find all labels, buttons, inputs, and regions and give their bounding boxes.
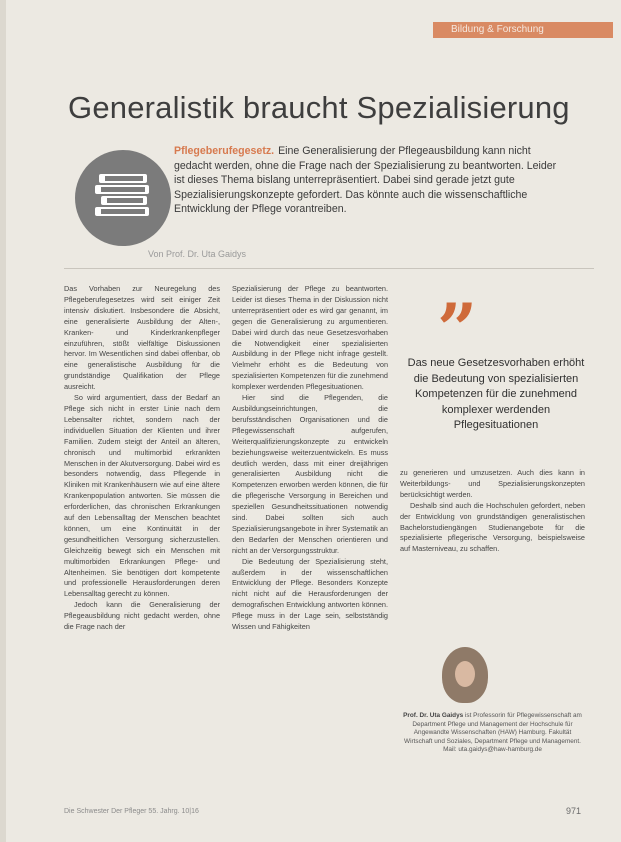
paragraph: Das Vorhaben zur Neuregelung des Pflegeberufegesetzes wird seit einiger Zeit intensiv diskutiert. Insbesondere die Absicht, eine generalisierte Ausbildung der Alten-, Kranken- und Kinderkrankenpfleger einzuführen, stößt vielfältige Diskussionen hervor. Im Wesentlichen sind dabei offenbar, ob eine generalistische Ausbildung für die grundständige Qualifikation der Pflege ausreicht. [64, 284, 220, 392]
pull-quote: Das neue Gesetzesvorhaben erhöht die Bedeutung von spezialisierten Kompetenzen für die zunehmend komplexer werdenden Pflegesituationen [407, 357, 585, 431]
article-intro [174, 144, 559, 217]
text-column-3 [400, 468, 585, 555]
author-bio [400, 712, 585, 755]
books-icon [75, 150, 171, 246]
intro-keyword: Pflegeberufegesetz. [174, 145, 275, 157]
quote-mark-icon: ” [437, 288, 478, 371]
byline: Von Prof. Dr. Uta Gaidys [148, 249, 247, 259]
bio-text: ist Professorin für Pflegewissenschaft am Department Pflege und Management der Hochschule für Angewandte Wissenschaften (HAW) Hamburg. Fakultät Wirtschaft und Soziales, Department Pflege und Management. Mail: uta.gaidys@haw-hamburg.de [404, 712, 582, 753]
paragraph: So wird argumentiert, dass der Bedarf an Pflege sich nicht in erster Linie nach dem Lebensalter richtet, sondern nach der individuellen Situation der Klienten und ihrer Familien. Zudem steigt der Anteil an älteren, chronisch und multimorbid erkrankten Menschen in der Akutversorgung. Dabei wird es besonders notwendig, dass Pflegende in Kliniken mit Krankenhäusern wie auf eine ältere Krankenpopulation antworten. Sie müssen die erforderlichen, das chronischen Erkrankungen auf den Lebensalltag der Menschen beachtet können, um eine Kontinuität in der gesundheitlichen Versorgung sicherzustellen. Gleichzeitig bewegt sich ein Menschen mit multimorbiden Erkrankungen Pflege- und Altenheimen. Sie benötigen dort kompetente und professionelle Herausforderungen deren Lebensalltag gerecht zu können. [64, 393, 220, 599]
footer-source: Die Schwester Der Pfleger 55. Jahrg. 10|16 [64, 808, 199, 815]
paragraph: Die Bedeutung der Spezialisierung steht, außerdem in der wissenschaftlichen Entwicklung der Pflege. Besonders Konzepte nicht nicht auf die Herausforderungen der demografischen Entwicklung antworten können. Pflege muss in der Lage sein, selbstständig Wissen und Fähigkeiten [232, 556, 388, 632]
paragraph: Hier sind die Pflegenden, die Ausbildungseinrichtungen, die berufsständischen Organisationen und die Pflegewissenschaft aufgerufen, Weiterqualifizierungskonzepte zu entwickeln beziehungsweise weiterzuentwickeln. Es muss deutlich werden, dass mit einer dreijährigen generalisierten Ausbildung nicht die Kompetenzen erworben werden können, die für die pflegerische Versorgung in Bereichen und speziellen Gesundheitssituationen notwendig sind. Dabei sollten sich auch Spezialisierungsangebote in ihrer Systematik an den Bedarfen der Menschen orientieren und nicht an der Versorgungsstruktur. [232, 393, 388, 555]
bio-name: Prof. Dr. Uta Gaidys [403, 712, 464, 719]
paragraph: Deshalb sind auch die Hochschulen gefordert, neben der Entwicklung von grundständigen generalistischen Bachelorstudiengängen Studienangebote für die spezialisierte pflegerische Versorgung, beispielsweise auf Masterniveau, zu schaffen. [400, 500, 585, 554]
section-label: Bildung & Forschung [433, 22, 613, 38]
paragraph: zu generieren und umzusetzen. Auch dies kann in Weiterbildungs- und Spezialisierungskonzepten berücksichtigt werden. [400, 468, 585, 499]
author-photo [442, 647, 488, 703]
article-title: Generalistik braucht Spezialisierung [68, 90, 570, 125]
intro-text: Eine Generalisierung der Pflegeausbildung kann nicht gedacht werden, ohne die Frage nach der Spezialisierung zu beantworten. Leider ist dieses Thema bislang unterrepräsentiert. Dabei sind gerade jetzt gute Spezialisierungskonzepte gefordert. Das könnte auch die wissenschaftliche Entwicklung der Pflege vorantreiben. [174, 145, 557, 216]
page-edge [0, 0, 6, 842]
paragraph: Spezialisierung der Pflege zu beantworten. Leider ist dieses Thema in der Diskussion nicht unterrepräsentiert oder es wird gar genannt, im gegen die Generalisierung zu argumentieren. Dabei wird durch das neue Gesetzesvorhaben die Notwendigkeit einer spezialisierten Ausbildung in der Pflege nicht infrage gestellt. Vielmehr erhöht es die Bedeutung von spezialisierten Kompetenzen für die zunehmend komplexer werdenden Pflegesituationen. [232, 284, 388, 392]
paragraph: Jedoch kann die Generalisierung der Pflegeausbildung nicht gedacht werden, ohne die Frage nach der [64, 600, 220, 632]
divider [64, 268, 594, 269]
text-column-1 [64, 284, 220, 633]
text-column-2 [232, 284, 388, 633]
page-number: 971 [566, 806, 582, 816]
